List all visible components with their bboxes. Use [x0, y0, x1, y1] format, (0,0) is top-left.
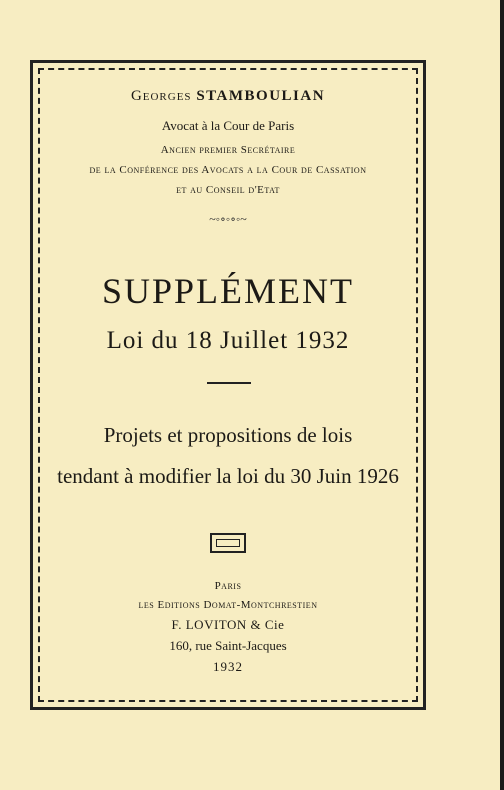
page-edge — [500, 0, 504, 790]
publication-year: 1932 — [213, 659, 243, 674]
ornament-divider: ~◦∘◦∘◦~ — [209, 212, 247, 226]
publisher-city: Paris — [214, 580, 242, 592]
document-subtitle: Loi du 18 Juillet 1932 — [106, 327, 350, 354]
publisher-editions: les Editions Domat-Montchrestien — [138, 599, 318, 611]
credential-line-3: et au Conseil d'Etat — [176, 184, 280, 196]
title-rule — [207, 382, 251, 384]
publisher-address: 160, rue Saint-Jacques — [169, 638, 287, 653]
credential-line-1: Ancien premier Secrétaire — [160, 144, 296, 156]
author-role: Avocat à la Cour de Paris — [161, 118, 295, 133]
author-given-name: Georges — [130, 88, 192, 104]
author-name — [38, 88, 418, 105]
description-line-1: Projets et propositions de lois — [103, 423, 353, 447]
credential-line-2: de la Conférence des Avocats a la Cour de Cassation — [89, 164, 367, 176]
box-ornament-icon — [210, 533, 246, 553]
document-title: SUPPLÉMENT — [101, 271, 355, 311]
description-line-2: tendant à modifier la loi du 30 Juin 1926 — [57, 464, 399, 488]
publisher-name: F. LOVITON & Cie — [171, 617, 285, 632]
box-ornament-inner — [216, 539, 240, 547]
author-surname: STAMBOULIAN — [196, 88, 326, 104]
